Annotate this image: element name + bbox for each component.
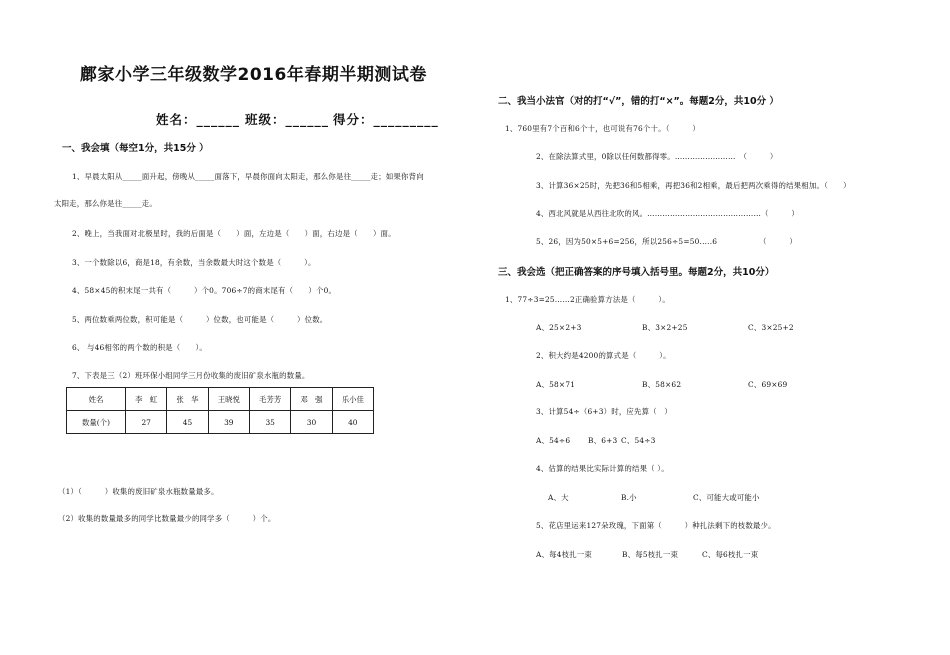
s2-item: 4、西北风就是从西往北吹的风。………………………………………（ ） xyxy=(536,209,799,218)
name-field-label: 姓名：______ xyxy=(156,112,241,127)
table-header-cell: 李 虹 xyxy=(126,388,167,411)
s1-q7: 7、下表是三（2）班环保小组同学三月份收集的废旧矿泉水瓶的数量。 xyxy=(72,371,310,380)
s1-q3: 3、一个数除以6，商是18，有余数，当余数最大时这个数是（ ）。 xyxy=(72,258,316,267)
s2-item: 2、在除法算式里，0除以任何数都得零。…………………… （ ） xyxy=(536,152,778,161)
s1-q5: 5、两位数乘两位数，积可能是（ ）位数，也可能是（ ）位数。 xyxy=(72,315,328,324)
s3-q2-option-a: A、58×71 xyxy=(536,380,576,389)
s1-q2: 2、晚上，当我面对北极星时，我的后面是（ ）面，左边是（ ）面，右边是（ ）面。 xyxy=(72,229,396,238)
table-cell: 45 xyxy=(167,411,208,434)
table-cell: 35 xyxy=(249,411,290,434)
s2-item: 3、计算36×25时，先把36和5相乘，再把36和2相乘，最后把两次乘得的结果相加。（ ） xyxy=(536,181,851,190)
s3-q2: 2、积大约是4200的算式是（ ）。 xyxy=(536,351,671,360)
s3-q1-option-a: A、25×2+3 xyxy=(536,323,582,332)
s3-q3-option-a: A、54÷6 xyxy=(536,436,571,445)
s2-item: 1、760里有7个百和6个十，也可说有76个十。（ ） xyxy=(505,124,700,133)
s3-q4-option-c: C、可能大或可能小 xyxy=(693,493,760,502)
s3-q1: 1、77÷3=25……2正确验算方法是（ ）。 xyxy=(505,295,670,304)
table-row-label: 数量(个) xyxy=(67,411,126,434)
s2-item: 5、26，因为50×5+6=256，所以256÷5=50.....6 （ ） xyxy=(536,237,797,246)
s1-q4: 4、58×45的积末尾一共有（ ）个0。706÷7的商末尾有（ ）个0。 xyxy=(72,286,337,295)
s3-q5: 5、花店里运来127朵玫瑰，下面第（ ）种扎法剩下的枝数最少。 xyxy=(536,521,776,530)
table-cell: 40 xyxy=(332,411,373,434)
s3-q5-option-a: A、每4枝扎一束 xyxy=(536,550,592,559)
section2-heading: 二、我当小法官（对的打“√”，错的打“×”。每题2分，共10分 ） xyxy=(498,96,779,107)
s1-sub1: （1）（ ）收集的废旧矿泉水瓶数量最多。 xyxy=(58,487,219,496)
s3-q3-option-c: C、54÷3 xyxy=(621,436,656,445)
table-cell: 30 xyxy=(291,411,332,434)
table-header-cell: 张 华 xyxy=(167,388,208,411)
table-row xyxy=(67,411,374,434)
table-header-cell: 姓名 xyxy=(67,388,126,411)
s3-q4-option-b: B.小 xyxy=(621,493,637,502)
section1-heading: 一、我会填（每空1分，共15分 ） xyxy=(62,143,209,154)
table-header-cell: 邓 强 xyxy=(291,388,332,411)
s3-q4: 4、估算的结果比实际计算的结果（ ）。 xyxy=(536,464,669,473)
class-field-label: 班级：______ xyxy=(245,112,330,127)
s3-q3-option-b: B、6+3 xyxy=(588,436,618,445)
s1-q6: 6、 与46相邻的两个数的积是（ ）。 xyxy=(72,343,208,352)
s3-q1-option-b: B、3×2+25 xyxy=(642,323,688,332)
score-field-label: 得分：_________ xyxy=(333,112,439,127)
s1-q1-line1: 1、早晨太阳从_____面升起，傍晚从_____面落下，早晨你面向太阳走，那么你是往_____走；如果你背向 xyxy=(72,172,424,181)
s3-q3: 3、计算54÷（6+3）时，应先算（ ） xyxy=(536,407,672,416)
s3-q5-option-c: C、每6枝扎一束 xyxy=(702,550,759,559)
s3-q2-option-b: B、58×62 xyxy=(642,380,682,389)
table-cell: 39 xyxy=(208,411,249,434)
s3-q5-option-b: B、每5枝扎一束 xyxy=(622,550,679,559)
s3-q2-option-c: C、69×69 xyxy=(748,380,788,389)
table-header-cell: 毛芳芳 xyxy=(249,388,290,411)
table-row xyxy=(67,388,374,411)
s1-sub2: （2）收集的数量最多的同学比数量最少的同学多（ ）个。 xyxy=(58,514,276,523)
table-cell: 27 xyxy=(126,411,167,434)
page-title: 鄜家小学三年级数学2016年春期半期测试卷 xyxy=(80,65,427,85)
s3-q4-option-a: A、大 xyxy=(548,493,569,502)
bottle-count-table xyxy=(66,387,374,434)
section3-heading: 三、我会选（把正确答案的序号填入括号里。每题2分，共10分） xyxy=(498,267,775,278)
table-header-cell: 乐小佳 xyxy=(332,388,373,411)
table-header-cell: 王晓悦 xyxy=(208,388,249,411)
s3-q1-option-c: C、3×25+2 xyxy=(748,323,794,332)
s1-q1-line2: 太阳走，那么你是往_____走。 xyxy=(54,199,157,208)
